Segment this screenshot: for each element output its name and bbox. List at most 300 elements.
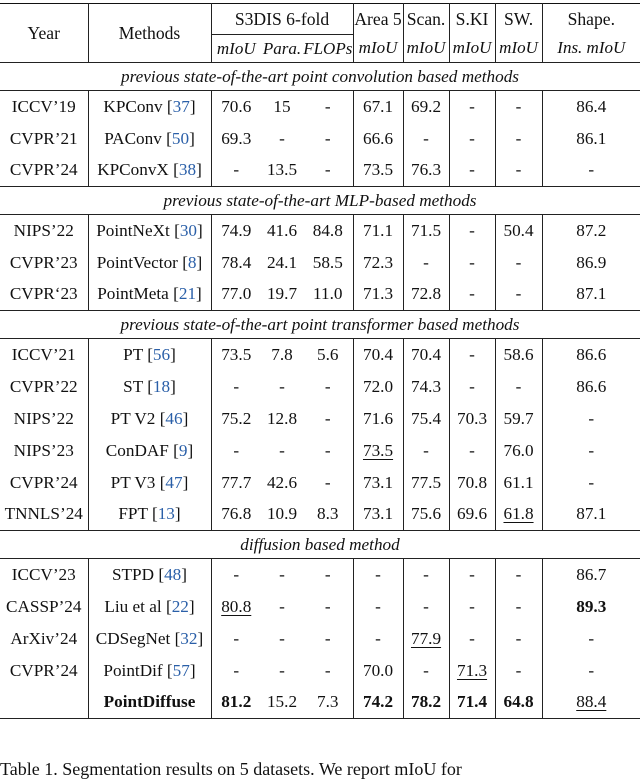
value-text: 77.9 (410, 628, 442, 648)
value-cell (495, 215, 542, 247)
value-text: - (515, 128, 522, 148)
table-row (0, 499, 640, 531)
value-text: - (324, 440, 331, 460)
value-cell (261, 155, 303, 187)
value-text: 76.0 (503, 440, 534, 460)
value-text: - (588, 440, 595, 460)
method-name: PT V2 (110, 408, 156, 428)
value-cell (403, 499, 449, 531)
value-cell (261, 435, 303, 467)
value-text: - (469, 344, 475, 364)
value-cell (303, 467, 353, 499)
value-text: 58.6 (503, 344, 534, 364)
value-text: 7.8 (271, 344, 293, 364)
value-cell (495, 371, 542, 403)
value-cell (353, 499, 403, 531)
value-cell (211, 339, 261, 371)
value-cell (353, 371, 403, 403)
value-text: - (324, 628, 331, 648)
value-text: - (515, 252, 522, 272)
value-text: - (423, 128, 429, 148)
value-text: 89.3 (576, 596, 607, 616)
value-text: 7.3 (317, 692, 339, 712)
header-scan: Scan. (403, 4, 449, 35)
method-cell: PT V3 [47] (88, 467, 211, 499)
value-text: 61.8 (503, 504, 534, 524)
year-cell: NIPS’22 (0, 403, 88, 435)
table-row (0, 591, 640, 623)
value-text: - (233, 660, 240, 680)
value-cell (403, 435, 449, 467)
value-cell (211, 687, 261, 719)
value-cell (353, 247, 403, 279)
value-cell (542, 435, 640, 467)
value-cell (353, 435, 403, 467)
value-text: - (423, 596, 429, 616)
method-cell: KPConv [37] (88, 91, 211, 123)
value-cell (495, 247, 542, 279)
citation-link[interactable]: 21 (178, 284, 197, 304)
method-name: FPT (118, 504, 148, 524)
value-cell (449, 403, 495, 435)
subheader-para: Para. (261, 35, 303, 63)
value-text: 70.8 (456, 472, 488, 492)
citation-link[interactable]: 46 (165, 408, 183, 428)
value-cell (495, 435, 542, 467)
table-row (0, 687, 640, 719)
section-title: diffusion based method (240, 534, 400, 554)
value-cell (403, 279, 449, 311)
value-cell (449, 371, 495, 403)
value-cell (211, 123, 261, 155)
section-header-row (0, 531, 640, 559)
value-text: 78.4 (221, 252, 252, 272)
table-row (0, 215, 640, 247)
value-cell (542, 559, 640, 591)
value-text: - (588, 628, 595, 648)
value-cell (353, 403, 403, 435)
value-cell (449, 499, 495, 531)
value-cell (261, 499, 303, 531)
value-cell (542, 339, 640, 371)
value-text: 75.4 (410, 408, 442, 428)
value-text: - (324, 660, 331, 680)
citation-link[interactable]: 37 (172, 96, 190, 116)
value-text: 24.1 (266, 252, 298, 272)
table-row (0, 655, 640, 687)
value-cell (303, 403, 353, 435)
value-text: - (279, 628, 285, 648)
year-cell: CVPR’23 (0, 247, 88, 279)
header-area5: Area 5 (353, 4, 403, 35)
value-text: 64.8 (503, 692, 534, 712)
value-text: 69.6 (456, 504, 488, 524)
method-cell: STPD [48] (88, 559, 211, 591)
value-cell (495, 655, 542, 687)
value-cell (542, 247, 640, 279)
value-text: 74.2 (362, 692, 394, 712)
value-text: 86.9 (576, 252, 607, 272)
method-name: ST (123, 376, 143, 396)
value-text: 71.4 (456, 692, 488, 712)
value-cell (211, 559, 261, 591)
value-cell (495, 467, 542, 499)
value-cell (449, 467, 495, 499)
value-cell (449, 655, 495, 687)
value-text: 86.4 (576, 96, 607, 116)
method-name: KPConvX (97, 160, 169, 180)
value-cell (449, 591, 495, 623)
section-title: previous state-of-the-art point convolution based methods (121, 66, 519, 86)
value-cell (403, 591, 449, 623)
method-cell: PT [56] (88, 339, 211, 371)
value-text: - (469, 128, 475, 148)
value-cell (261, 655, 303, 687)
value-text: 71.5 (410, 220, 442, 240)
value-text: 42.6 (266, 472, 298, 492)
value-text: - (469, 160, 475, 180)
citation-link[interactable]: 57 (172, 660, 190, 680)
method-cell: ConDAF [9] (88, 435, 211, 467)
value-cell (303, 91, 353, 123)
method-cell: PT V2 [46] (88, 403, 211, 435)
method-cell: KPConvX [38] (88, 155, 211, 187)
value-cell (353, 339, 403, 371)
value-cell (353, 655, 403, 687)
value-text: - (324, 128, 331, 148)
method-cell: FPT [13] (88, 499, 211, 531)
value-cell (403, 247, 449, 279)
value-text: - (233, 440, 240, 460)
value-text: 70.4 (362, 344, 394, 364)
method-cell: PointDif [57] (88, 655, 211, 687)
value-text: 69.2 (410, 96, 442, 116)
value-text: 81.2 (221, 692, 252, 712)
results-body (0, 63, 640, 719)
value-cell (495, 623, 542, 655)
value-text: - (233, 376, 240, 396)
value-cell (542, 623, 640, 655)
value-text: - (324, 472, 331, 492)
header-methods: Methods (88, 4, 211, 63)
value-text: 72.0 (362, 376, 394, 396)
method-name: STPD (112, 564, 155, 584)
value-cell (449, 155, 495, 187)
table-row (0, 623, 640, 655)
citation-link[interactable]: 22 (171, 596, 189, 616)
method-cell: PAConv [50] (88, 123, 211, 155)
subheader-flops: FLOPs (303, 35, 353, 63)
value-text: - (469, 220, 475, 240)
value-text: 76.8 (221, 504, 252, 524)
value-text: 75.6 (410, 504, 442, 524)
value-cell (353, 91, 403, 123)
value-cell (542, 403, 640, 435)
value-cell (542, 123, 640, 155)
value-text: - (324, 160, 331, 180)
value-text: 77.5 (410, 472, 442, 492)
year-cell: NIPS’23 (0, 435, 88, 467)
value-cell (403, 155, 449, 187)
value-cell (303, 655, 353, 687)
year-cell (0, 687, 88, 719)
citation-link[interactable]: 13 (157, 504, 175, 524)
value-cell (353, 687, 403, 719)
value-text: 87.1 (576, 284, 607, 304)
value-text: 72.3 (362, 252, 394, 272)
method-cell: PointVector [8] (88, 247, 211, 279)
value-cell (211, 467, 261, 499)
value-text: - (515, 596, 522, 616)
value-cell (261, 123, 303, 155)
value-text: 61.1 (503, 472, 534, 492)
method-cell (88, 687, 211, 719)
method-name: PointVector (96, 252, 178, 272)
value-cell (261, 467, 303, 499)
value-text: 73.5 (221, 344, 252, 364)
table-row (0, 91, 640, 123)
value-cell (353, 623, 403, 655)
value-text: - (233, 160, 240, 180)
value-cell (353, 279, 403, 311)
subheader-ski-miou: mIoU (449, 35, 495, 63)
value-cell (261, 247, 303, 279)
value-cell (261, 91, 303, 123)
year-cell: ICCV’19 (0, 91, 88, 123)
value-cell (261, 403, 303, 435)
value-text: - (515, 96, 522, 116)
value-text: - (469, 596, 475, 616)
value-text: - (233, 628, 240, 648)
value-text: 19.7 (266, 284, 298, 304)
results-table (0, 3, 640, 719)
value-text: 74.3 (410, 376, 442, 396)
value-text: 59.7 (503, 408, 534, 428)
value-cell (211, 499, 261, 531)
value-text: 71.3 (362, 284, 394, 304)
method-name: Liu et al (104, 596, 162, 616)
table-row (0, 559, 640, 591)
value-text: - (469, 284, 475, 304)
value-text: - (279, 660, 285, 680)
value-text: - (279, 128, 285, 148)
section-title: previous state-of-the-art point transformer based methods (120, 314, 520, 334)
value-cell (403, 339, 449, 371)
citation-link[interactable]: 48 (164, 564, 182, 584)
table-row (0, 371, 640, 403)
value-text: - (469, 628, 475, 648)
value-cell (403, 655, 449, 687)
value-text: 70.3 (456, 408, 488, 428)
year-cell: CVPR’24 (0, 467, 88, 499)
subheader-area-miou: mIoU (353, 35, 403, 63)
value-cell (495, 155, 542, 187)
method-cell: PointNeXt [30] (88, 215, 211, 247)
value-cell (261, 623, 303, 655)
method-name: PointNeXt (96, 220, 170, 240)
value-text: - (515, 284, 522, 304)
value-cell (495, 687, 542, 719)
value-cell (403, 467, 449, 499)
value-text: - (423, 440, 429, 460)
value-text: 15.2 (266, 692, 298, 712)
value-text: - (375, 564, 381, 584)
value-cell (211, 371, 261, 403)
method-name: PointMeta (97, 284, 169, 304)
value-cell (211, 279, 261, 311)
value-cell (303, 591, 353, 623)
value-cell (449, 435, 495, 467)
year-cell: CVPR’22 (0, 371, 88, 403)
value-text: - (469, 440, 475, 460)
value-cell (303, 559, 353, 591)
value-text: 70.4 (410, 344, 442, 364)
value-cell (303, 279, 353, 311)
subheader-scan-miou: mIoU (403, 35, 449, 63)
value-text: 71.1 (362, 220, 394, 240)
value-text: 10.9 (266, 504, 298, 524)
value-text: - (588, 408, 595, 428)
year-cell: ArXiv’24 (0, 623, 88, 655)
value-text: 50.4 (503, 220, 534, 240)
value-text: - (423, 660, 429, 680)
value-text: - (469, 96, 475, 116)
value-text: 74.9 (221, 220, 252, 240)
value-cell (495, 91, 542, 123)
value-cell (495, 559, 542, 591)
value-text: 73.5 (362, 160, 394, 180)
value-cell (261, 371, 303, 403)
value-cell (353, 591, 403, 623)
value-cell (211, 591, 261, 623)
value-cell (353, 155, 403, 187)
value-cell (211, 215, 261, 247)
citation-link[interactable]: 50 (171, 128, 190, 148)
value-cell (403, 403, 449, 435)
value-text: 71.3 (456, 660, 488, 680)
value-cell (542, 467, 640, 499)
value-cell (403, 687, 449, 719)
value-text: 77.0 (221, 284, 252, 304)
value-cell (261, 591, 303, 623)
value-cell (261, 279, 303, 311)
value-text: 71.6 (362, 408, 394, 428)
value-text: 75.2 (221, 408, 252, 428)
value-cell (261, 215, 303, 247)
value-text: 73.1 (362, 472, 394, 492)
citation-link[interactable]: 47 (165, 472, 183, 492)
citation-link[interactable]: 9 (178, 440, 188, 460)
value-cell (495, 403, 542, 435)
value-text: - (515, 564, 522, 584)
value-text: 87.1 (576, 504, 607, 524)
year-cell: CVPR‘23 (0, 279, 88, 311)
value-cell (542, 655, 640, 687)
value-text: 15 (273, 96, 291, 116)
value-cell (303, 371, 353, 403)
value-cell (542, 215, 640, 247)
value-cell (353, 467, 403, 499)
value-cell (495, 499, 542, 531)
method-cell: Liu et al [22] (88, 591, 211, 623)
value-text: 70.0 (362, 660, 394, 680)
value-text: 80.8 (221, 596, 252, 616)
method-cell: PointMeta [21] (88, 279, 211, 311)
table-row (0, 123, 640, 155)
value-text: 73.1 (362, 504, 394, 524)
value-text: - (515, 628, 522, 648)
value-text: - (469, 252, 475, 272)
value-cell (303, 155, 353, 187)
method-name: PT (123, 344, 143, 364)
value-text: 12.8 (266, 408, 298, 428)
value-cell (353, 215, 403, 247)
header-ski: S.KI (449, 4, 495, 35)
value-cell (211, 247, 261, 279)
citation-link[interactable]: 30 (179, 220, 197, 240)
value-cell (449, 687, 495, 719)
value-text: 8.3 (317, 504, 339, 524)
year-cell: ICCV’21 (0, 339, 88, 371)
table-caption: Table 1. Segmentation results on 5 datasets. We report mIoU for (0, 759, 462, 779)
year-cell: ICCV’23 (0, 559, 88, 591)
value-cell (303, 123, 353, 155)
value-cell (542, 687, 640, 719)
value-cell (542, 371, 640, 403)
table-row (0, 155, 640, 187)
value-cell (403, 371, 449, 403)
citation-link[interactable]: 56 (152, 344, 171, 364)
citation-link[interactable]: 18 (152, 376, 171, 396)
value-text: 84.8 (312, 220, 343, 240)
citation-link[interactable]: 32 (180, 628, 198, 648)
value-text: 70.6 (221, 96, 252, 116)
value-cell (303, 435, 353, 467)
header-shape: Shape. (567, 8, 615, 29)
value-cell (303, 687, 353, 719)
value-text: 78.2 (410, 692, 442, 712)
value-text: 41.6 (266, 220, 298, 240)
header-sw: SW. (495, 4, 542, 35)
value-text: - (515, 160, 522, 180)
value-cell (449, 247, 495, 279)
value-text: 11.0 (313, 284, 343, 304)
value-cell (211, 655, 261, 687)
table-row (0, 279, 640, 311)
value-text: 67.1 (362, 96, 394, 116)
value-cell (449, 279, 495, 311)
value-text: - (324, 564, 331, 584)
year-cell: CVPR’24 (0, 655, 88, 687)
value-text: - (324, 96, 331, 116)
value-cell (303, 215, 353, 247)
value-text: 87.2 (576, 220, 607, 240)
value-cell (542, 591, 640, 623)
value-text: - (469, 564, 475, 584)
table-row (0, 435, 640, 467)
method-cell: ST [18] (88, 371, 211, 403)
value-text: - (588, 160, 595, 180)
section-header-row (0, 63, 640, 91)
value-cell (449, 623, 495, 655)
value-text: - (324, 408, 331, 428)
citation-link[interactable]: 38 (178, 160, 197, 180)
value-cell (449, 215, 495, 247)
value-text: - (423, 252, 429, 272)
citation-link[interactable]: 8 (187, 252, 197, 272)
value-cell (449, 123, 495, 155)
method-name: CDSegNet (95, 628, 171, 648)
